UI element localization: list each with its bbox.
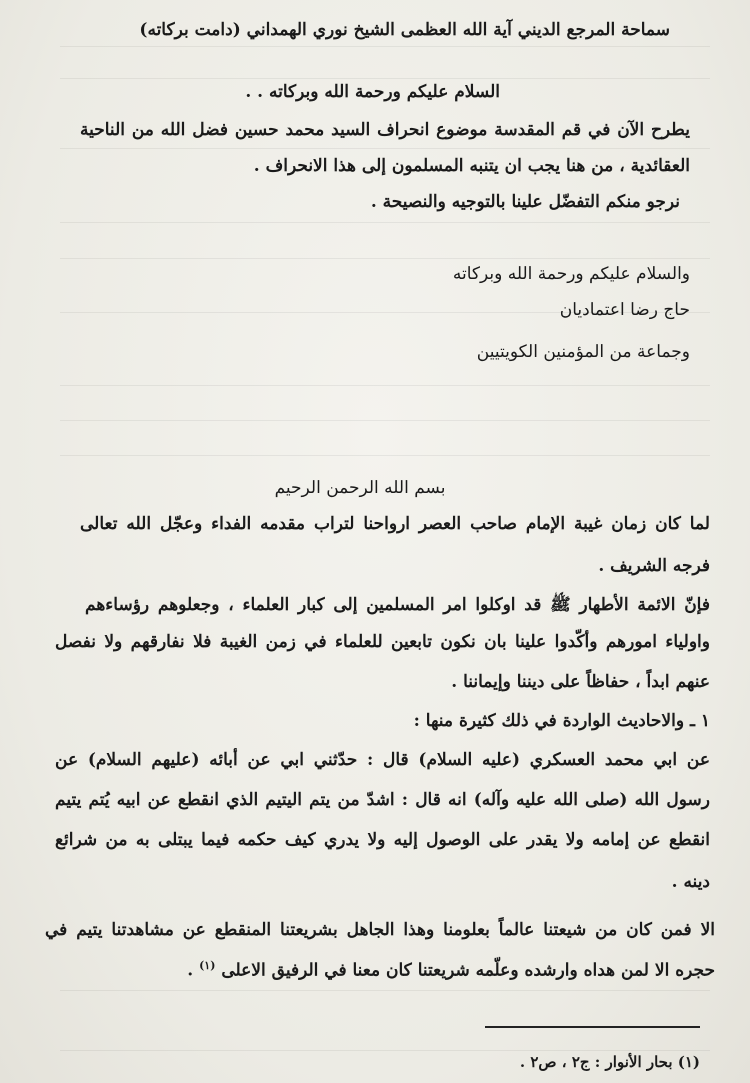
reply-paragraph-line: ١ ـ والاحاديث الواردة في ذلك كثيرة منها :: [413, 711, 710, 731]
bleed-line: [60, 222, 710, 223]
reply-paragraph-line: فإنّ الائمة الأطهار ﷺ قد اوكلوا امر المسلمين إلى كبار العلماء ، وجعلوهم رؤساءهم: [85, 595, 710, 615]
letter-greeting: السلام عليكم ورحمة الله وبركاته . .: [245, 82, 500, 102]
letter-request: نرجو منكم التفضّل علينا بالتوجيه والنصيحة .: [370, 192, 680, 212]
reply-paragraph-line: الا فمن كان من شيعتنا عالماً بعلومنا وهذا الجاهل بشريعتنا المنقطع عن مشاهدتنا يتيم في: [45, 920, 715, 940]
footnote-rule: [485, 1026, 700, 1028]
bleed-line: [60, 455, 710, 456]
letter-closing: والسلام عليكم ورحمة الله وبركاته: [452, 264, 690, 284]
letter-body-line: العقائدية ، من هنا يجب ان يتنبه المسلمون إلى هذا الانحراف .: [253, 156, 690, 176]
bleed-line: [60, 46, 710, 47]
reply-paragraph-line: عن ابي محمد العسكري (عليه السلام) قال : حدّثني ابي عن أبائه (عليهم السلام) عن: [55, 750, 710, 770]
reply-paragraph-line: فرجه الشريف .: [598, 556, 710, 576]
letter-body-line: يطرح الآن في قم المقدسة موضوع انحراف السيد محمد حسين فضل الله من الناحية: [80, 120, 690, 140]
reply-basmala: بسم الله الرحمن الرحيم: [274, 478, 446, 498]
bleed-line: [60, 78, 710, 79]
footnote-text: (١) بحار الأنوار : ج٢ ، ص٢ .: [519, 1053, 700, 1071]
reply-paragraph-line: انقطع عن إمامه ولا يقدر على الوصول إليه ولا يدري كيف حكمه فيما يبتلى به من شرائع: [55, 830, 710, 850]
reply-paragraph-line: [45, 954, 715, 983]
reply-paragraph-line: رسول الله (صلى الله عليه وآله) انه قال : اشدّ من يتم اليتيم الذي انقطع عن ابيه يُتم يتيم: [55, 790, 710, 810]
reply-paragraph-line: واولياء امورهم وأكّدوا علينا بان نكون تابعين للعلماء في زمن الغيبة فلا نفارقهم ولا نفصل: [55, 632, 710, 652]
reply-paragraph-text: حجره الا لمن هداه وارشده وعلّمه شريعتنا كان معنا في الرفيق الاعلى: [221, 960, 715, 981]
bleed-line: [60, 385, 710, 386]
bleed-line: [60, 258, 710, 259]
bleed-line: [60, 148, 710, 149]
bleed-line: [60, 420, 710, 421]
bleed-line: [60, 990, 710, 991]
reply-paragraph-line: عنهم ابداً ، حفاظاً على ديننا وإيماننا .: [451, 672, 710, 692]
reply-paragraph-line: دينه .: [671, 872, 710, 892]
sentence-end: .: [187, 960, 194, 981]
footnote-marker[interactable]: (١): [199, 959, 216, 972]
letter-signer-group: وجماعة من المؤمنين الكويتيين: [476, 342, 690, 362]
reply-paragraph-line: لما كان زمان غيبة الإمام صاحب العصر ارواحنا لتراب مقدمه الفداء وعجّل الله تعالى: [80, 514, 710, 534]
letter-addressee: سماحة المرجع الديني آية الله العظمى الشيخ نوري الهمداني (دامت بركاته): [139, 20, 670, 40]
letter-signer: حاج رضا اعتماديان: [559, 300, 690, 320]
